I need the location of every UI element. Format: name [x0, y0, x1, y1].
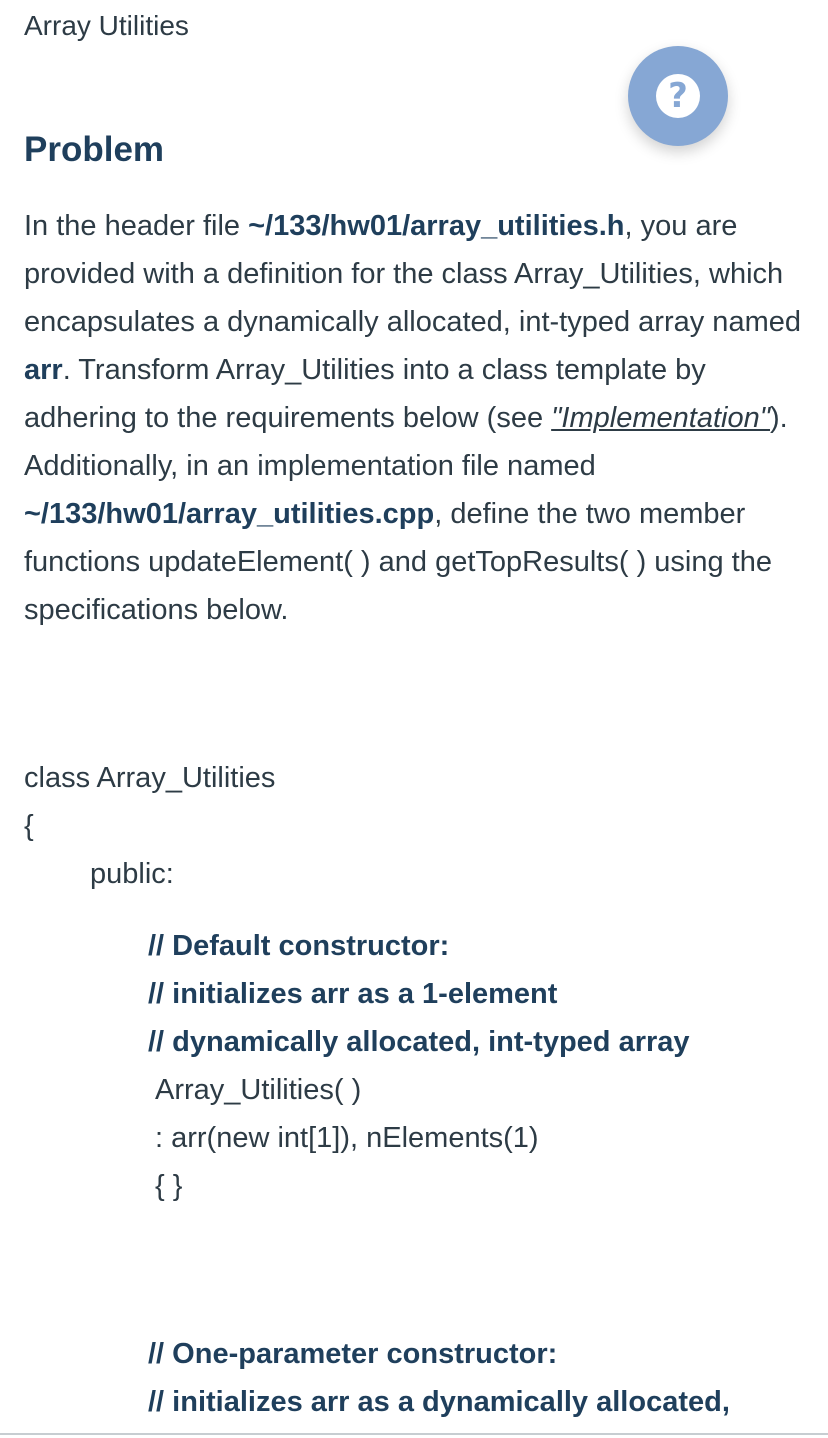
- bottom-divider: [0, 1433, 828, 1435]
- class-open-brace: {: [24, 810, 34, 842]
- intro-text-3: . Transform Array_Utilities into a class template by adhering to the requirements below (see: [24, 354, 706, 434]
- problem-description: [24, 202, 814, 634]
- code-comment: // One-parameter constructor:: [148, 1338, 558, 1370]
- intro-text-5: , define the two member functions updateElement( ) and getTopResults( ) using the specifications below.: [24, 498, 772, 626]
- code-comment: // Default constructor:: [148, 930, 450, 962]
- header-file-path: ~/133/hw01/array_utilities.h: [248, 210, 625, 242]
- initializer-list: : arr(new int[1]), nElements(1): [155, 1122, 539, 1154]
- intro-text-4: ). Additionally, in an implementation file named: [24, 402, 788, 482]
- class-declaration: class Array_Utilities: [24, 762, 276, 794]
- array-name: arr: [24, 354, 63, 386]
- code-comment: // dynamically allocated, int-typed array: [148, 1026, 690, 1058]
- code-comment: // initializes arr as a 1-element: [148, 978, 558, 1010]
- public-label: public:: [90, 858, 174, 890]
- intro-text-2: , you are provided with a definition for the class Array_Utilities, which encapsulates a dynamically allocated, int-typed array named: [24, 210, 801, 338]
- code-comment: // initializes arr as a dynamically allocated,: [148, 1386, 730, 1418]
- page-title: Array Utilities: [24, 10, 189, 41]
- cpp-file-path: ~/133/hw01/array_utilities.cpp: [24, 498, 435, 530]
- intro-text-1: In the header file: [24, 210, 249, 242]
- constructor-body: { }: [155, 1170, 183, 1202]
- help-button[interactable]: [628, 46, 728, 146]
- default-constructor: Array_Utilities( ): [155, 1074, 362, 1106]
- implementation-link[interactable]: "Implementation": [551, 402, 770, 434]
- section-heading: Problem: [24, 130, 165, 169]
- help-glyph: ?: [668, 76, 688, 116]
- question-circle-icon: [656, 74, 700, 118]
